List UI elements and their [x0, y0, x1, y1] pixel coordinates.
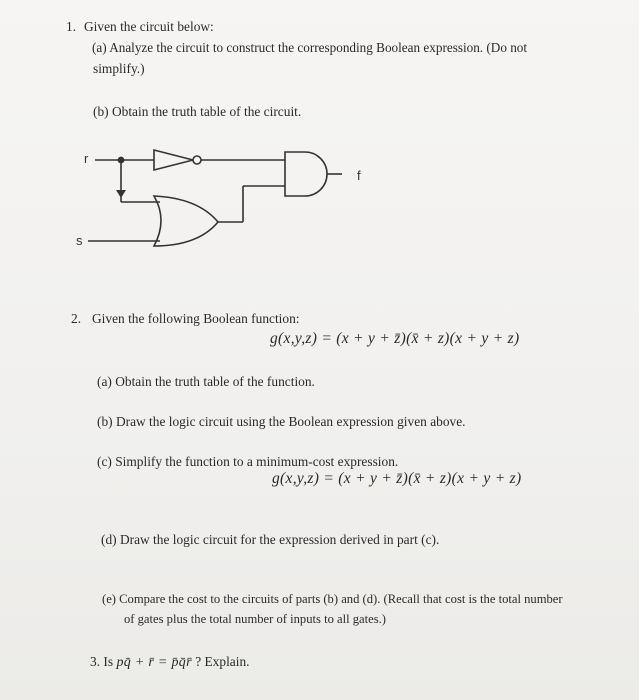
q2-intro: Given the following Boolean function: [92, 311, 300, 326]
q2-part-e-line2: of gates plus the total number of inputs to all gates.) [124, 612, 386, 626]
not-gate [154, 150, 193, 170]
q2-part-c-expr: g(x,y,z) = (x + y + z̄)(x̄ + z)(x + y + z) [272, 470, 522, 487]
q1-part-b: (b) Obtain the truth table of the circuit. [93, 104, 302, 119]
q1-part-a-line1: (a) Analyze the circuit to construct the corresponding Boolean expression. (Do not [92, 40, 528, 55]
q2-part-e-line1: (e) Compare the cost to the circuits of parts (b) and (d). (Recall that cost is the total number [102, 592, 563, 606]
q3-number: 3. [90, 654, 101, 669]
q2-part-d: (d) Draw the logic circuit for the expression derived in part (c). [101, 532, 440, 547]
q2-part-c: (c) Simplify the function to a minimum-cost expression. [97, 454, 399, 469]
logic-circuit-diagram [60, 140, 390, 265]
q1-part-a-line2: simplify.) [93, 61, 145, 76]
input-s-label: s [76, 233, 83, 248]
input-r-label: r [84, 151, 89, 166]
q2-part-a: (a) Obtain the truth table of the function. [97, 374, 315, 389]
q2-function-expr: g(x,y,z) = (x + y + z̄)(x̄ + z)(x + y + z) [270, 330, 520, 347]
or-gate [154, 196, 218, 246]
q1-number: 1. [66, 19, 77, 34]
not-bubble [193, 156, 201, 164]
output-f-label: f [357, 168, 361, 183]
q3-is-word: Is [103, 654, 114, 669]
q2-part-b: (b) Draw the logic circuit using the Boolean expression given above. [97, 414, 466, 429]
arrow-icon [116, 190, 126, 198]
q3-tail: ? Explain. [195, 654, 250, 669]
and-gate [285, 152, 327, 196]
q3-line [90, 653, 250, 671]
q3-expr: pq̄ + r̄ = p̄q̄r̄ [116, 655, 192, 670]
circuit-svg [60, 140, 390, 265]
q2-number: 2. [71, 311, 82, 326]
q1-intro: Given the circuit below: [84, 19, 214, 34]
